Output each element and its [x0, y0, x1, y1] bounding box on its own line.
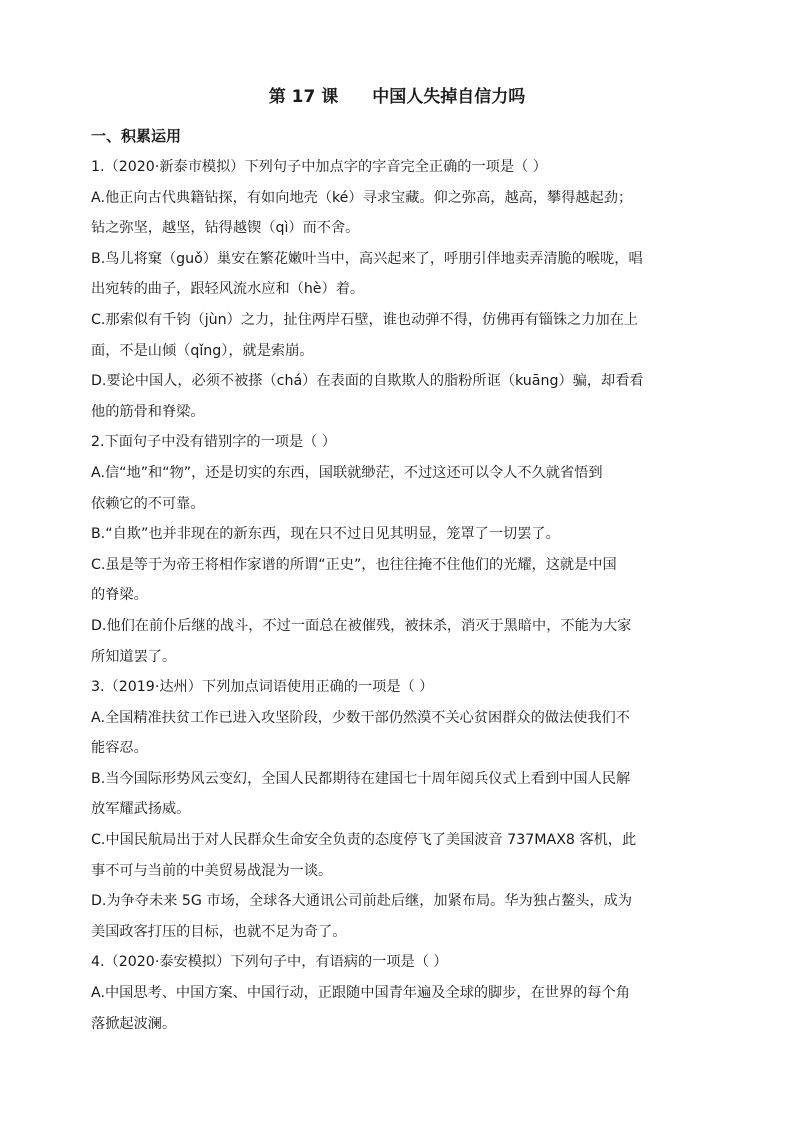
lesson-number: 第 17 课: [268, 87, 339, 107]
question-stem: 4.（2020·泰安模拟）下列句子中，有语病的一项是（ ）: [91, 954, 448, 971]
text-line: 美国政客打压的目标，也就不足为奇了。: [91, 923, 347, 940]
text-line: 出宛转的曲子，跟轻风流水应和（hè）着。: [91, 281, 365, 298]
text-line: 落掀起波澜。: [91, 1015, 177, 1032]
answer-option: B.“自欺”也并非现在的新东西，现在只不过日见其明显，笼罩了一切罢了。: [91, 526, 560, 543]
text-line: 依赖它的不可靠。: [91, 495, 205, 512]
answer-option: D.为争夺未来 5G 市场，全球各大通讯公司前赴后继，加紧布局。华为独占鳌头，成为: [91, 893, 633, 910]
answer-option: A.中国思考、中国方案、中国行动，正跟随中国青年遍及全球的脚步，在世界的每个角: [91, 985, 630, 1002]
answer-option: A.他正向古代典籍钻探，有如向地壳（ké）寻求宝藏。仰之弥高，越高，攀得越起劲；: [91, 189, 633, 206]
text-line: 所知道罢了。: [91, 648, 177, 665]
answer-option: C.那索似有千钧（jùn）之力，扯住两岸石壁，谁也动弹不得，仿佛再有锱铢之力加在上: [91, 311, 639, 328]
text-line: 能容忍。: [91, 740, 148, 757]
question-stem: 1.（2020·新泰市模拟）下列句子中加点字的字音完全正确的一项是（ ）: [91, 159, 547, 175]
question-body: [91, 152, 703, 1039]
answer-option: C.中国民航局出于对人民群众生命安全负责的态度停飞了美国波音 737MAX8 客机，此: [91, 832, 637, 849]
answer-option: B.当今国际形势风云变幻，全国人民都期待在建国七十周年阅兵仪式上看到中国人民解: [91, 770, 631, 787]
answer-option: D.要论中国人，必须不被搽（chá）在表面的自欺欺人的脂粉所诓（kuāng）骗，却看看: [91, 373, 644, 390]
text-line: 面，不是山倾（qǐng），就是索崩。: [91, 342, 314, 359]
answer-option: D.他们在前仆后继的战斗，不过一面总在被催残，被抹杀，消灭于黑暗中，不能为大家: [91, 617, 632, 634]
lesson-title: [0, 84, 794, 110]
answer-option: A.全国精准扶贫工作已进入攻坚阶段，少数干部仍然漠不关心贫困群众的做法使我们不: [91, 709, 630, 726]
answer-option: B.鸟儿将窠（guǒ）巢安在繁花嫩叶当中，高兴起来了，呼朋引伴地卖弄清脆的喉咙，唱: [91, 250, 643, 267]
text-line: 事不可与当前的中美贸易战混为一谈。: [91, 862, 333, 879]
answer-option: A.信“地”和“物”，还是切实的东西，国联就缈茫，不过这还可以令人不久就省悟到: [91, 464, 603, 481]
question-stem: 2.下面句子中没有错别字的一项是（ ）: [91, 434, 337, 451]
question-stem: 3.（2019·达州）下列加点词语使用正确的一项是（ ）: [91, 679, 434, 696]
text-line: 的脊梁。: [91, 587, 148, 604]
text-line: 他的筋骨和脊梁。: [91, 403, 205, 420]
section-heading: 一、积累运用: [91, 127, 182, 145]
answer-option: C.虽是等于为帝王将相作家谱的所谓“正史”，也往往掩不住他们的光耀，这就是中国: [91, 556, 617, 573]
text-line: 钻之弥坚，越坚，钻得越锲（qì）而不舍。: [91, 220, 360, 237]
lesson-name: 中国人失掉自信力吗: [372, 87, 526, 107]
text-line: 放军耀武扬威。: [91, 801, 191, 818]
